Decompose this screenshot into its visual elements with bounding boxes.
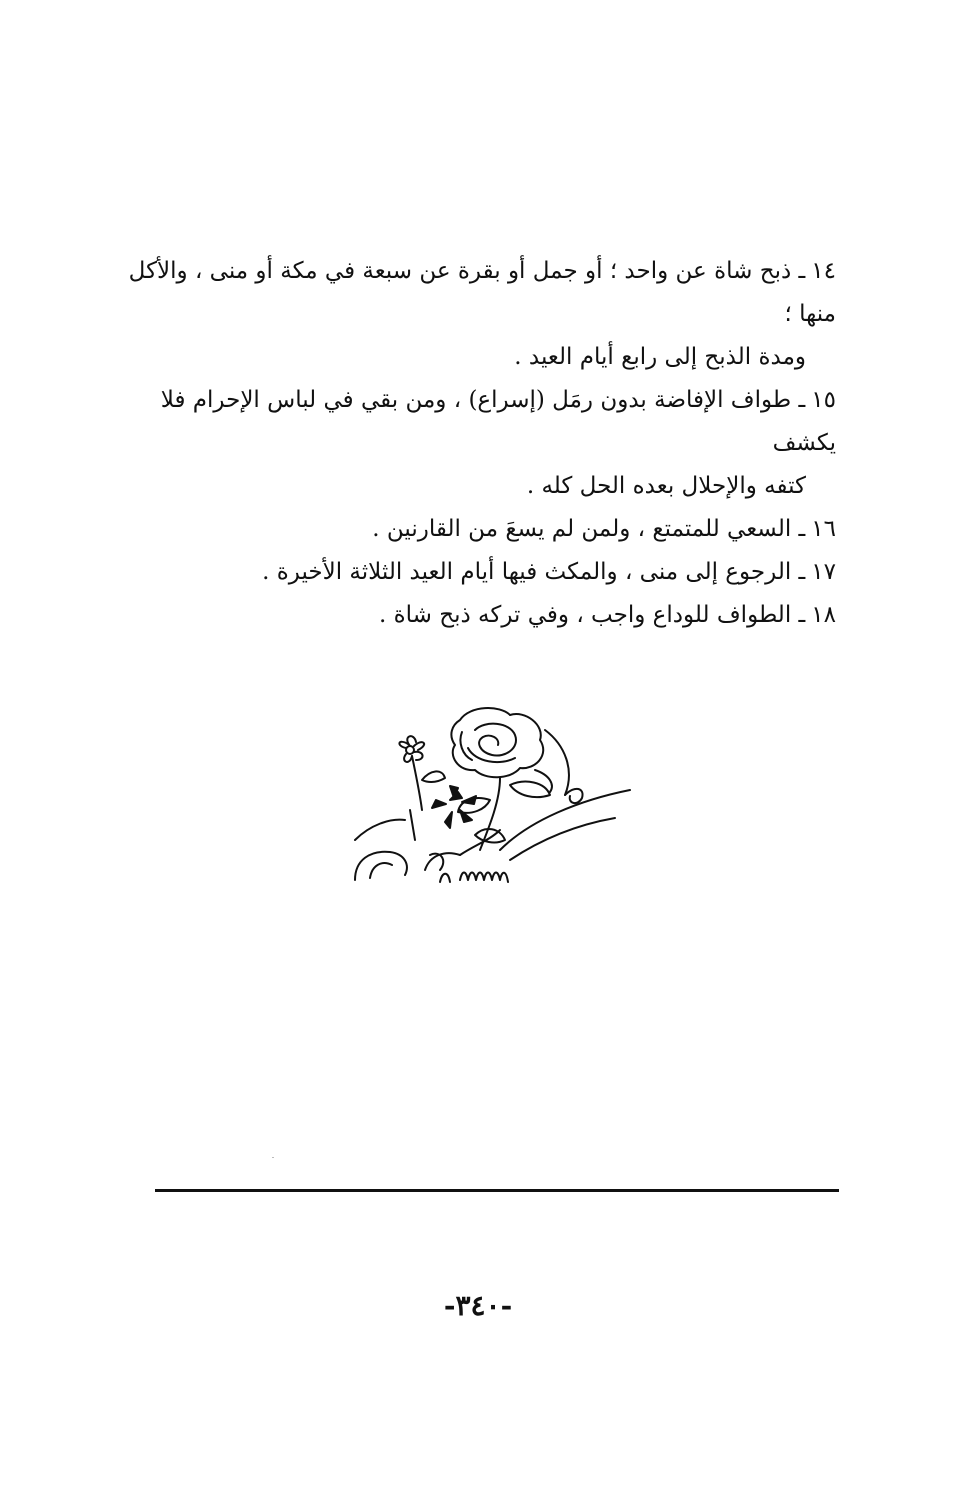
item-number: ١٧ bbox=[811, 559, 836, 585]
list-item bbox=[120, 594, 836, 637]
list-item bbox=[120, 508, 836, 551]
item-text: السعي للمتمتع ، ولمن لم يسعَ من القارنين . bbox=[372, 516, 792, 542]
item-text: الطواف للوداع واجب ، وفي تركه ذبح شاة . bbox=[378, 602, 792, 628]
list-item-continuation bbox=[120, 336, 836, 379]
scan-speck bbox=[272, 1157, 274, 1158]
item-dash: ـ bbox=[798, 516, 806, 542]
item-dash: ـ bbox=[798, 559, 806, 585]
text-body bbox=[120, 250, 836, 637]
item-text: ذبح شاة عن واحد ؛ أو جمل أو بقرة عن سبعة في مكة أو منى ، والأكل منها ؛ bbox=[128, 258, 836, 327]
item-text: كتفه والإحلال بعده الحل كله . bbox=[526, 473, 806, 499]
list-item-continuation bbox=[120, 465, 836, 508]
item-dash: ـ bbox=[798, 258, 806, 284]
list-item bbox=[120, 551, 836, 594]
rose-flower-sketch-icon bbox=[350, 700, 640, 890]
item-number: ١٦ bbox=[811, 516, 836, 542]
item-number: ١٤ bbox=[811, 258, 836, 284]
list-item bbox=[120, 250, 836, 336]
item-text: الرجوع إلى منى ، والمكث فيها أيام العيد الثلاثة الأخيرة . bbox=[262, 559, 792, 585]
item-dash: ـ bbox=[798, 387, 806, 413]
footer-rule bbox=[155, 1189, 839, 1192]
item-number: ١٨ bbox=[811, 602, 836, 628]
list-item bbox=[120, 379, 836, 465]
item-number: ١٥ bbox=[811, 387, 836, 413]
item-text: طواف الإفاضة بدون رمَل (إسراع) ، ومن بقي في لباس الإحرام فلا يكشف bbox=[160, 387, 836, 456]
item-dash: ـ bbox=[798, 602, 806, 628]
item-text: ومدة الذبح إلى رابع أيام العيد . bbox=[514, 344, 806, 370]
page-number: -٣٤٠- bbox=[443, 1289, 513, 1322]
